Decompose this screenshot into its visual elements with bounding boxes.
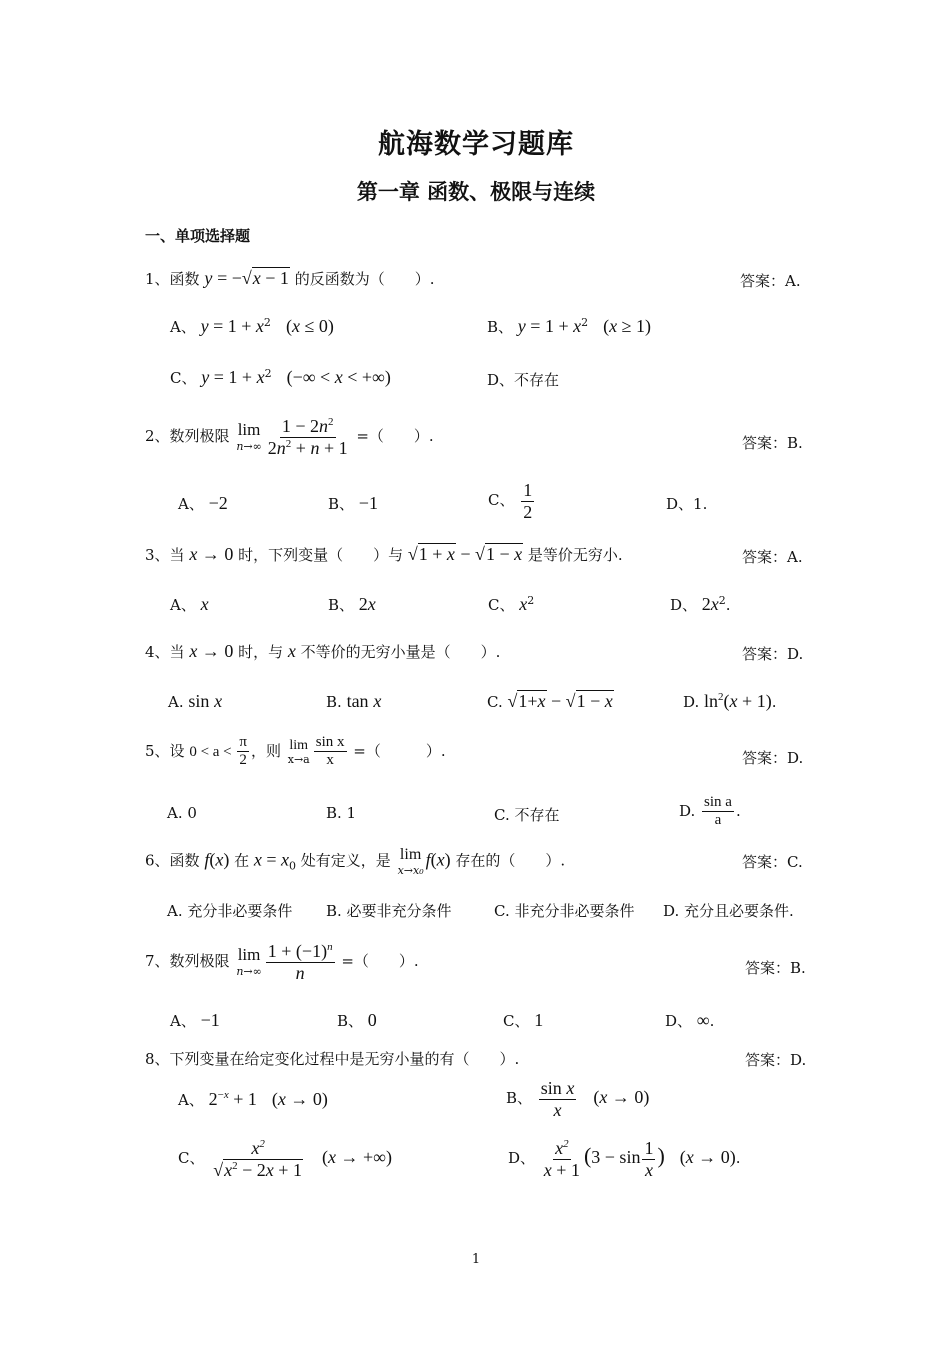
question-5-option-d: D. $\frac{\text{sin a}}{a}$ . bbox=[679, 794, 741, 829]
question-3-option-d: D、 $2x^2$. bbox=[670, 594, 731, 614]
question-2-option-d: D、1. bbox=[666, 495, 708, 513]
question-5-option-a: A. 0 bbox=[167, 804, 197, 822]
question-8-answer: 答案：D. bbox=[745, 1051, 807, 1069]
question-2-option-c: C、 $\frac{1}{2}$ bbox=[488, 480, 533, 522]
question-1-option-a: A、 $y = 1 + x^2$ (x ≤ 0) bbox=[170, 316, 334, 336]
question-6-answer: 答案：C. bbox=[742, 853, 803, 871]
question-4-option-c: C. √1+x − √1 − x bbox=[487, 691, 613, 711]
question-4-option-b: B. tan x bbox=[326, 691, 382, 711]
question-4-option-a: A. sin x bbox=[168, 691, 223, 711]
question-8-option-b: B、 $\frac{\text{sin x}}{x}$ (x → 0) bbox=[506, 1078, 650, 1120]
question-3-answer: 答案：A. bbox=[742, 548, 803, 566]
question-5-answer: 答案：D. bbox=[742, 749, 804, 767]
question-8-option-c: C、 $\frac{x^2}{√x^2 - 2x + 1}$ (x → +∞) bbox=[178, 1138, 392, 1180]
question-5-stem: 5、设 0 < a < $\frac{\pi}{2}$ ，则 lim x→a $\frac{\text{sin x}}{x}$ =（ ）. bbox=[145, 734, 446, 769]
question-6-option-d: D. 充分且必要条件. bbox=[663, 902, 794, 920]
question-6-option-c: C. 非充分非必要条件 bbox=[494, 902, 635, 920]
question-6-stem: 6、函数 f(x) 在 $x = x_0$ 处有定义，是 lim x→x₀ f(x) 存在的（ ）. bbox=[145, 846, 566, 877]
question-7-option-d: D、 ∞. bbox=[665, 1010, 715, 1030]
question-7-option-b: B、 0 bbox=[337, 1010, 377, 1030]
question-1-option-d: D、不存在 bbox=[487, 371, 560, 389]
question-4-stem: 4、当 x → 0 时，与 x 不等价的无穷小量是（ ）. bbox=[145, 641, 501, 661]
question-2-option-a: A、 −2 bbox=[178, 493, 228, 513]
question-8-option-a: A、 $2^{-x} + 1$ (x → 0) bbox=[178, 1089, 328, 1109]
question-2-answer: 答案：B. bbox=[742, 434, 803, 452]
question-8-option-d: D、 $\frac{x^2}{x + 1}$ (3 − sin $\frac{1}{x}$ ) (x → 0). bbox=[508, 1138, 741, 1180]
question-2-option-b: B、 −1 bbox=[328, 493, 378, 513]
question-4-answer: 答案：D. bbox=[742, 645, 804, 663]
chapter-title: 第一章 函数、极限与连续 bbox=[356, 179, 596, 204]
question-1-option-c: C、 $y = 1 + x^2$ (−∞ < x < +∞) bbox=[170, 367, 391, 387]
question-1-option-b: B、 $y = 1 + x^2$ (x ≥ 1) bbox=[487, 316, 651, 336]
question-4-option-d: D. $\ln^2(x + 1)$. bbox=[683, 691, 777, 711]
question-7-stem: 7、数列极限 lim n→∞ $\frac{1 + (-1)^n}{n}$ =（ ）. bbox=[145, 941, 419, 983]
question-1-answer: 答案：A. bbox=[740, 272, 801, 290]
section-heading: 一、单项选择题 bbox=[145, 227, 251, 245]
question-8-stem: 8、下列变量在给定变化过程中是无穷小量的有（ ）. bbox=[145, 1050, 520, 1068]
question-3-option-a: A、 x bbox=[170, 594, 209, 614]
page-title: 航海数学习题库 bbox=[378, 129, 574, 160]
question-5-option-b: B. 1 bbox=[326, 804, 357, 822]
question-7-answer: 答案：B. bbox=[745, 959, 806, 977]
question-1-stem: 1、函数 y = −√x − 1 的反函数为（ ）. bbox=[145, 268, 435, 288]
question-3-stem: 3、当 x → 0 时，下列变量（ ）与 √1 + x − √1 − x 是等价无穷小. bbox=[145, 544, 623, 564]
question-5-option-c: C. 不存在 bbox=[494, 806, 560, 824]
question-7-option-a: A、 −1 bbox=[170, 1010, 220, 1030]
page-number: 1 bbox=[471, 1252, 481, 1267]
question-6-option-a: A. 充分非必要条件 bbox=[167, 902, 293, 920]
question-6-option-b: B. 必要非充分条件 bbox=[326, 902, 452, 920]
question-3-option-c: C、 $x^2$ bbox=[488, 594, 535, 614]
question-7-option-c: C、 1 bbox=[503, 1010, 544, 1030]
question-2-stem: 2、数列极限 lim n→∞ $\frac{1 - 2n^2}{2n^2 + n + 1}$ =（ ）. bbox=[145, 416, 434, 458]
question-3-option-b: B、 2x bbox=[328, 594, 376, 614]
